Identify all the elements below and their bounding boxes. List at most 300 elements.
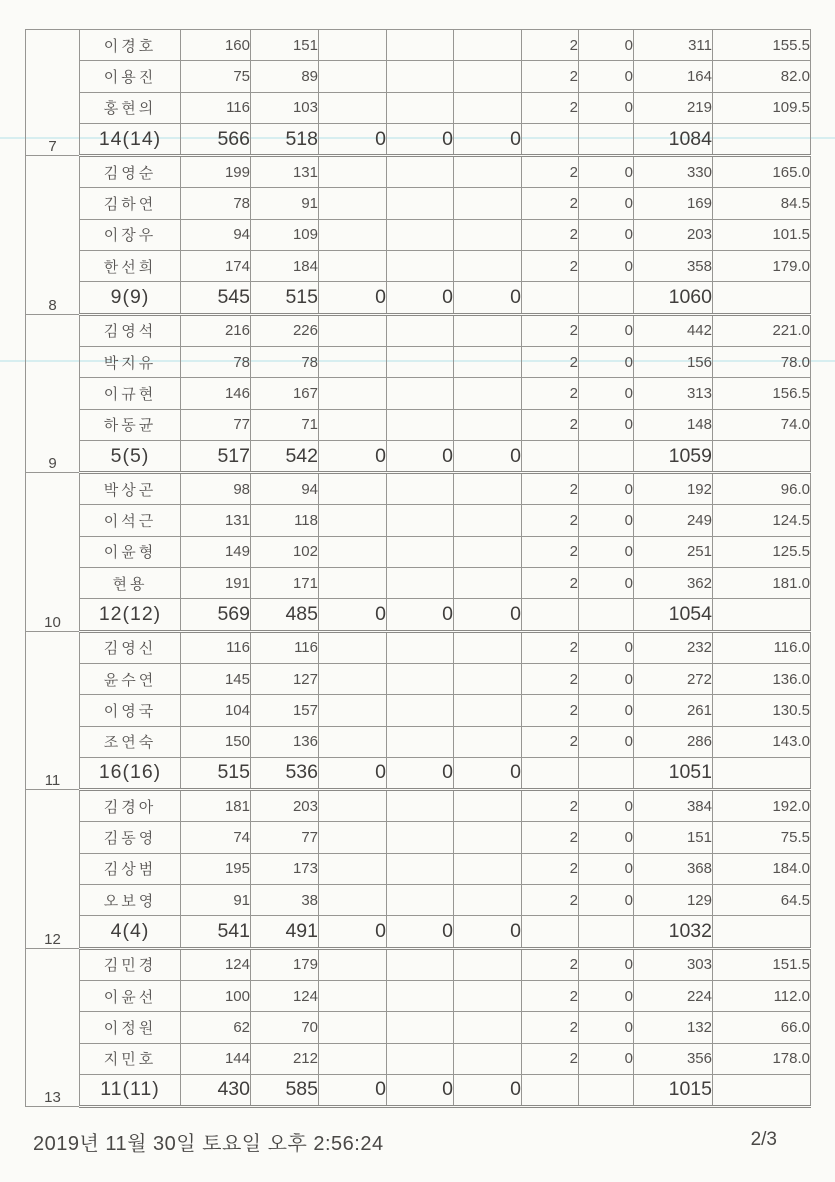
player-name-cell: 홍현의 (80, 92, 181, 123)
player-games-played-cell: 2 (522, 156, 579, 188)
team-total-row (26, 282, 811, 314)
player-game1-score-cell: 216 (181, 314, 251, 346)
player-row (26, 378, 811, 409)
player-games-played-cell: 2 (522, 346, 579, 377)
team-average-cell (713, 123, 811, 155)
player-total-cell: 384 (634, 790, 713, 822)
player-name-cell: 오보영 (80, 885, 181, 916)
player-game2-score-cell: 131 (251, 156, 319, 188)
footer-datetime: 2019년 11월 30일 토요일 오후 2:56:24 (33, 1133, 384, 1155)
team-bonus-cell (579, 1074, 634, 1106)
player-game3-score-cell (319, 188, 387, 219)
team-games-played-cell (522, 599, 579, 631)
player-bonus-cell: 0 (579, 219, 634, 250)
player-game5-score-cell (454, 822, 522, 853)
player-average-cell: 64.5 (713, 885, 811, 916)
player-games-played-cell: 2 (522, 663, 579, 694)
player-average-cell: 155.5 (713, 30, 811, 61)
player-name-cell: 현용 (80, 568, 181, 599)
player-row (26, 726, 811, 757)
team-name-cell: 16(16) (80, 757, 181, 789)
player-games-played-cell: 2 (522, 409, 579, 440)
player-game4-score-cell (387, 251, 454, 282)
player-bonus-cell: 0 (579, 61, 634, 92)
player-average-cell: 116.0 (713, 631, 811, 663)
team-game1-score-cell: 430 (181, 1074, 251, 1106)
player-row (26, 948, 811, 980)
player-game1-score-cell: 174 (181, 251, 251, 282)
team-game1-score-cell: 515 (181, 757, 251, 789)
group-rank-cell: 10 (26, 473, 80, 631)
player-game4-score-cell (387, 726, 454, 757)
player-total-cell: 330 (634, 156, 713, 188)
team-game4-score-cell: 0 (387, 757, 454, 789)
group-rank-cell: 9 (26, 314, 80, 472)
player-row (26, 1012, 811, 1043)
player-game5-score-cell (454, 568, 522, 599)
player-games-played-cell: 2 (522, 1043, 579, 1074)
player-name-cell: 이석근 (80, 505, 181, 536)
player-game3-score-cell (319, 631, 387, 663)
team-game3-score-cell: 0 (319, 757, 387, 789)
player-bonus-cell: 0 (579, 853, 634, 884)
player-name-cell: 박상곤 (80, 473, 181, 505)
player-games-played-cell: 2 (522, 473, 579, 505)
player-game1-score-cell: 195 (181, 853, 251, 884)
player-game2-score-cell: 77 (251, 822, 319, 853)
player-row (26, 251, 811, 282)
player-average-cell: 125.5 (713, 536, 811, 567)
team-average-cell (713, 599, 811, 631)
player-game2-score-cell: 109 (251, 219, 319, 250)
player-bonus-cell: 0 (579, 726, 634, 757)
player-row (26, 61, 811, 92)
player-game3-score-cell (319, 790, 387, 822)
player-average-cell: 112.0 (713, 980, 811, 1011)
player-game3-score-cell (319, 219, 387, 250)
player-game2-score-cell: 127 (251, 663, 319, 694)
player-game1-score-cell: 116 (181, 631, 251, 663)
player-game5-score-cell (454, 536, 522, 567)
player-game3-score-cell (319, 536, 387, 567)
player-game4-score-cell (387, 378, 454, 409)
player-games-played-cell: 2 (522, 314, 579, 346)
player-game3-score-cell (319, 505, 387, 536)
player-game3-score-cell (319, 346, 387, 377)
player-game1-score-cell: 124 (181, 948, 251, 980)
team-average-cell (713, 282, 811, 314)
player-total-cell: 156 (634, 346, 713, 377)
team-game5-score-cell: 0 (454, 123, 522, 155)
team-game4-score-cell: 0 (387, 599, 454, 631)
player-bonus-cell: 0 (579, 663, 634, 694)
player-game2-score-cell: 171 (251, 568, 319, 599)
player-game3-score-cell (319, 378, 387, 409)
player-row (26, 822, 811, 853)
player-game4-score-cell (387, 885, 454, 916)
team-games-played-cell (522, 916, 579, 948)
player-games-played-cell: 2 (522, 568, 579, 599)
team-game4-score-cell: 0 (387, 123, 454, 155)
player-game1-score-cell: 145 (181, 663, 251, 694)
player-game5-score-cell (454, 663, 522, 694)
team-game5-score-cell: 0 (454, 916, 522, 948)
team-game3-score-cell: 0 (319, 440, 387, 472)
player-game5-score-cell (454, 1043, 522, 1074)
player-game3-score-cell (319, 314, 387, 346)
player-game1-score-cell: 104 (181, 695, 251, 726)
team-games-played-cell (522, 282, 579, 314)
team-games-played-cell (522, 123, 579, 155)
player-average-cell: 181.0 (713, 568, 811, 599)
player-game2-score-cell: 179 (251, 948, 319, 980)
player-games-played-cell: 2 (522, 378, 579, 409)
player-game4-score-cell (387, 853, 454, 884)
player-games-played-cell: 2 (522, 980, 579, 1011)
player-game1-score-cell: 94 (181, 219, 251, 250)
player-game2-score-cell: 184 (251, 251, 319, 282)
team-total-cell: 1084 (634, 123, 713, 155)
player-row (26, 568, 811, 599)
player-total-cell: 358 (634, 251, 713, 282)
player-row (26, 536, 811, 567)
player-name-cell: 지민호 (80, 1043, 181, 1074)
player-total-cell: 251 (634, 536, 713, 567)
player-games-played-cell: 2 (522, 30, 579, 61)
player-average-cell: 156.5 (713, 378, 811, 409)
player-bonus-cell: 0 (579, 790, 634, 822)
player-average-cell: 165.0 (713, 156, 811, 188)
player-name-cell: 윤수연 (80, 663, 181, 694)
player-bonus-cell: 0 (579, 92, 634, 123)
team-game5-score-cell: 0 (454, 440, 522, 472)
team-average-cell (713, 440, 811, 472)
team-name-cell: 11(11) (80, 1074, 181, 1106)
player-bonus-cell: 0 (579, 251, 634, 282)
player-game3-score-cell (319, 409, 387, 440)
team-total-row (26, 440, 811, 472)
player-name-cell: 이장우 (80, 219, 181, 250)
team-average-cell (713, 916, 811, 948)
player-game3-score-cell (319, 822, 387, 853)
team-total-row (26, 123, 811, 155)
player-total-cell: 132 (634, 1012, 713, 1043)
player-average-cell: 78.0 (713, 346, 811, 377)
player-name-cell: 이윤형 (80, 536, 181, 567)
player-total-cell: 303 (634, 948, 713, 980)
team-game1-score-cell: 569 (181, 599, 251, 631)
team-game1-score-cell: 545 (181, 282, 251, 314)
team-game4-score-cell: 0 (387, 440, 454, 472)
player-game2-score-cell: 167 (251, 378, 319, 409)
player-game2-score-cell: 70 (251, 1012, 319, 1043)
player-bonus-cell: 0 (579, 409, 634, 440)
team-total-row (26, 599, 811, 631)
player-row (26, 885, 811, 916)
player-row (26, 188, 811, 219)
player-row (26, 92, 811, 123)
player-total-cell: 311 (634, 30, 713, 61)
player-game1-score-cell: 131 (181, 505, 251, 536)
player-game5-score-cell (454, 1012, 522, 1043)
player-game4-score-cell (387, 568, 454, 599)
player-average-cell: 82.0 (713, 61, 811, 92)
player-bonus-cell: 0 (579, 473, 634, 505)
player-average-cell: 178.0 (713, 1043, 811, 1074)
player-game2-score-cell: 89 (251, 61, 319, 92)
team-game4-score-cell: 0 (387, 282, 454, 314)
player-game3-score-cell (319, 695, 387, 726)
player-game2-score-cell: 173 (251, 853, 319, 884)
player-total-cell: 249 (634, 505, 713, 536)
player-row (26, 156, 811, 188)
player-row (26, 30, 811, 61)
group-rank-cell: 8 (26, 156, 80, 314)
player-average-cell: 109.5 (713, 92, 811, 123)
player-game4-score-cell (387, 409, 454, 440)
team-game2-score-cell: 585 (251, 1074, 319, 1106)
player-game1-score-cell: 62 (181, 1012, 251, 1043)
player-game1-score-cell: 91 (181, 885, 251, 916)
player-row (26, 695, 811, 726)
team-game3-score-cell: 0 (319, 916, 387, 948)
player-name-cell: 하동균 (80, 409, 181, 440)
player-game1-score-cell: 150 (181, 726, 251, 757)
player-bonus-cell: 0 (579, 822, 634, 853)
player-game1-score-cell: 191 (181, 568, 251, 599)
score-table-body (26, 30, 811, 1107)
player-game4-score-cell (387, 219, 454, 250)
player-bonus-cell: 0 (579, 568, 634, 599)
group-rank-cell: 11 (26, 631, 80, 789)
player-row (26, 980, 811, 1011)
player-total-cell: 151 (634, 822, 713, 853)
player-name-cell: 김영신 (80, 631, 181, 663)
player-game3-score-cell (319, 473, 387, 505)
player-name-cell: 한선희 (80, 251, 181, 282)
player-game5-score-cell (454, 61, 522, 92)
player-game3-score-cell (319, 30, 387, 61)
player-games-played-cell: 2 (522, 536, 579, 567)
player-game2-score-cell: 203 (251, 790, 319, 822)
player-game2-score-cell: 102 (251, 536, 319, 567)
team-bonus-cell (579, 757, 634, 789)
player-game2-score-cell: 124 (251, 980, 319, 1011)
player-game4-score-cell (387, 505, 454, 536)
player-game4-score-cell (387, 156, 454, 188)
player-game5-score-cell (454, 409, 522, 440)
player-bonus-cell: 0 (579, 1043, 634, 1074)
player-bonus-cell: 0 (579, 346, 634, 377)
player-average-cell: 136.0 (713, 663, 811, 694)
player-total-cell: 224 (634, 980, 713, 1011)
player-row (26, 409, 811, 440)
player-bonus-cell: 0 (579, 885, 634, 916)
player-game1-score-cell: 160 (181, 30, 251, 61)
player-game3-score-cell (319, 948, 387, 980)
player-game1-score-cell: 74 (181, 822, 251, 853)
player-game4-score-cell (387, 631, 454, 663)
player-total-cell: 164 (634, 61, 713, 92)
team-game5-score-cell: 0 (454, 599, 522, 631)
player-name-cell: 이규현 (80, 378, 181, 409)
player-average-cell: 184.0 (713, 853, 811, 884)
player-games-played-cell: 2 (522, 505, 579, 536)
player-game5-score-cell (454, 92, 522, 123)
player-game2-score-cell: 38 (251, 885, 319, 916)
player-average-cell: 151.5 (713, 948, 811, 980)
player-games-played-cell: 2 (522, 695, 579, 726)
player-game5-score-cell (454, 948, 522, 980)
player-average-cell: 101.5 (713, 219, 811, 250)
player-bonus-cell: 0 (579, 30, 634, 61)
player-game5-score-cell (454, 156, 522, 188)
player-game5-score-cell (454, 631, 522, 663)
team-total-cell: 1015 (634, 1074, 713, 1106)
player-game4-score-cell (387, 92, 454, 123)
player-row (26, 219, 811, 250)
player-game4-score-cell (387, 473, 454, 505)
team-game2-score-cell: 485 (251, 599, 319, 631)
team-game2-score-cell: 536 (251, 757, 319, 789)
player-game4-score-cell (387, 61, 454, 92)
player-games-played-cell: 2 (522, 92, 579, 123)
team-game2-score-cell: 542 (251, 440, 319, 472)
player-total-cell: 261 (634, 695, 713, 726)
player-total-cell: 368 (634, 853, 713, 884)
player-row (26, 663, 811, 694)
player-game4-score-cell (387, 695, 454, 726)
player-average-cell: 84.5 (713, 188, 811, 219)
player-games-played-cell: 2 (522, 790, 579, 822)
player-game1-score-cell: 146 (181, 378, 251, 409)
player-game2-score-cell: 136 (251, 726, 319, 757)
score-table-container (25, 29, 811, 1108)
player-games-played-cell: 2 (522, 726, 579, 757)
team-game2-score-cell: 518 (251, 123, 319, 155)
player-total-cell: 362 (634, 568, 713, 599)
score-table (25, 29, 811, 1108)
player-game1-score-cell: 116 (181, 92, 251, 123)
player-game2-score-cell: 212 (251, 1043, 319, 1074)
player-game3-score-cell (319, 1043, 387, 1074)
team-total-row (26, 916, 811, 948)
team-total-row (26, 1074, 811, 1106)
player-game1-score-cell: 77 (181, 409, 251, 440)
player-row (26, 473, 811, 505)
team-game1-score-cell: 517 (181, 440, 251, 472)
player-game3-score-cell (319, 726, 387, 757)
player-total-cell: 148 (634, 409, 713, 440)
player-games-played-cell: 2 (522, 631, 579, 663)
team-game3-score-cell: 0 (319, 282, 387, 314)
player-game1-score-cell: 149 (181, 536, 251, 567)
player-game2-score-cell: 94 (251, 473, 319, 505)
player-game1-score-cell: 75 (181, 61, 251, 92)
player-average-cell: 124.5 (713, 505, 811, 536)
player-total-cell: 129 (634, 885, 713, 916)
player-game3-score-cell (319, 92, 387, 123)
player-game5-score-cell (454, 790, 522, 822)
player-game1-score-cell: 181 (181, 790, 251, 822)
player-row (26, 1043, 811, 1074)
team-total-cell: 1051 (634, 757, 713, 789)
team-total-cell: 1060 (634, 282, 713, 314)
player-game3-score-cell (319, 251, 387, 282)
player-total-cell: 313 (634, 378, 713, 409)
group-rank-cell: 13 (26, 948, 80, 1106)
player-total-cell: 219 (634, 92, 713, 123)
player-game5-score-cell (454, 314, 522, 346)
footer-page-indicator: 2/3 (750, 1129, 777, 1150)
player-row (26, 853, 811, 884)
player-game2-score-cell: 103 (251, 92, 319, 123)
player-total-cell: 192 (634, 473, 713, 505)
player-name-cell: 박지유 (80, 346, 181, 377)
team-total-cell: 1032 (634, 916, 713, 948)
player-game2-score-cell: 116 (251, 631, 319, 663)
player-bonus-cell: 0 (579, 536, 634, 567)
player-games-played-cell: 2 (522, 853, 579, 884)
player-game2-score-cell: 226 (251, 314, 319, 346)
player-bonus-cell: 0 (579, 156, 634, 188)
player-game1-score-cell: 98 (181, 473, 251, 505)
team-name-cell: 5(5) (80, 440, 181, 472)
player-game4-score-cell (387, 188, 454, 219)
player-bonus-cell: 0 (579, 695, 634, 726)
player-games-played-cell: 2 (522, 885, 579, 916)
player-bonus-cell: 0 (579, 505, 634, 536)
player-game2-score-cell: 71 (251, 409, 319, 440)
team-total-cell: 1059 (634, 440, 713, 472)
player-game5-score-cell (454, 346, 522, 377)
team-games-played-cell (522, 1074, 579, 1106)
team-game2-score-cell: 515 (251, 282, 319, 314)
team-game4-score-cell: 0 (387, 916, 454, 948)
player-average-cell: 74.0 (713, 409, 811, 440)
player-total-cell: 232 (634, 631, 713, 663)
group-rank-cell: 12 (26, 790, 80, 948)
player-game4-score-cell (387, 790, 454, 822)
player-game5-score-cell (454, 378, 522, 409)
player-game5-score-cell (454, 980, 522, 1011)
player-game4-score-cell (387, 1043, 454, 1074)
player-game2-score-cell: 78 (251, 346, 319, 377)
team-game5-score-cell: 0 (454, 1074, 522, 1106)
player-game4-score-cell (387, 30, 454, 61)
player-game1-score-cell: 144 (181, 1043, 251, 1074)
player-game3-score-cell (319, 885, 387, 916)
player-games-played-cell: 2 (522, 188, 579, 219)
player-average-cell: 66.0 (713, 1012, 811, 1043)
player-game3-score-cell (319, 853, 387, 884)
player-row (26, 314, 811, 346)
player-game3-score-cell (319, 156, 387, 188)
player-games-played-cell: 2 (522, 948, 579, 980)
player-row (26, 505, 811, 536)
player-average-cell: 75.5 (713, 822, 811, 853)
player-average-cell: 130.5 (713, 695, 811, 726)
team-game1-score-cell: 541 (181, 916, 251, 948)
team-game5-score-cell: 0 (454, 757, 522, 789)
player-row (26, 346, 811, 377)
team-games-played-cell (522, 440, 579, 472)
player-bonus-cell: 0 (579, 188, 634, 219)
team-game3-score-cell: 0 (319, 123, 387, 155)
player-name-cell: 김영석 (80, 314, 181, 346)
player-game5-score-cell (454, 695, 522, 726)
player-name-cell: 조연숙 (80, 726, 181, 757)
